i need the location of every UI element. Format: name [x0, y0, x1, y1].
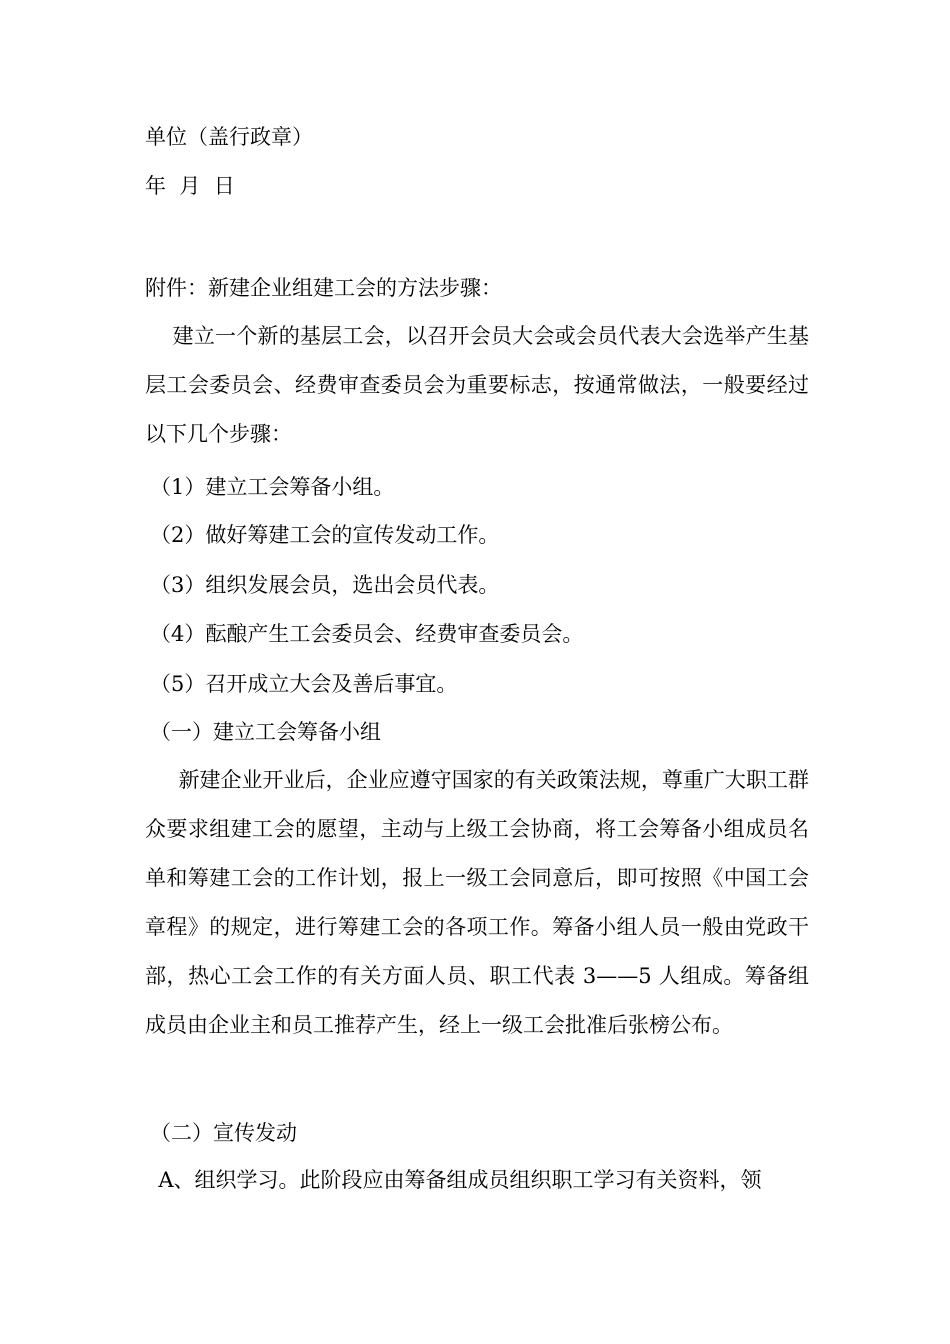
section2-item-a: A、组织学习。此阶段应由筹备组成员组织职工学习有关资料，领: [145, 1168, 762, 1192]
attachment-intro: 建立一个新的基层工会，以召开会员大会或会员代表大会选举产生基层工会委员会、经费审查委员会为重要标志，按通常做法，一般要经过以下几个步骤：: [145, 324, 810, 446]
attachment-title: 附件：新建企业组建工会的方法步骤：: [145, 276, 502, 300]
step-item-3: （3）组织发展会员，选出会员代表。: [150, 573, 500, 597]
date-label: 年 月 日: [145, 174, 235, 198]
section-body-1: 新建企业开业后，企业应遵守国家的有关政策法规，尊重广大职工群众要求组建工会的愿望，主动与上级工会协商，将工会筹备小组成员名单和筹建工会的工作计划，报上一级工会同意后，即可按照《中国工会章程》的规定，进行筹建工会的各项工作。筹备小组人员一般由党政干部，热心工会工作的有关方面人员、职工代表 3——5 人组成。筹备组成员由企业主和员工推荐产生，经上一级工会批准后张榜公布。: [145, 768, 809, 1037]
section-heading-1: （一）建立工会筹备小组: [150, 720, 381, 744]
step-item-1: （1）建立工会筹备小组。: [150, 475, 395, 499]
step-item-2: （2）做好筹建工会的宣传发动工作。: [150, 523, 500, 547]
unit-seal-label: 单位（盖行政章）: [145, 125, 313, 149]
step-item-4: （4）酝酿产生工会委员会、经费审查委员会。: [150, 622, 584, 646]
step-item-5: （5）召开成立大会及善后事宜。: [150, 672, 458, 696]
section-heading-2: （二）宣传发动: [150, 1121, 297, 1145]
